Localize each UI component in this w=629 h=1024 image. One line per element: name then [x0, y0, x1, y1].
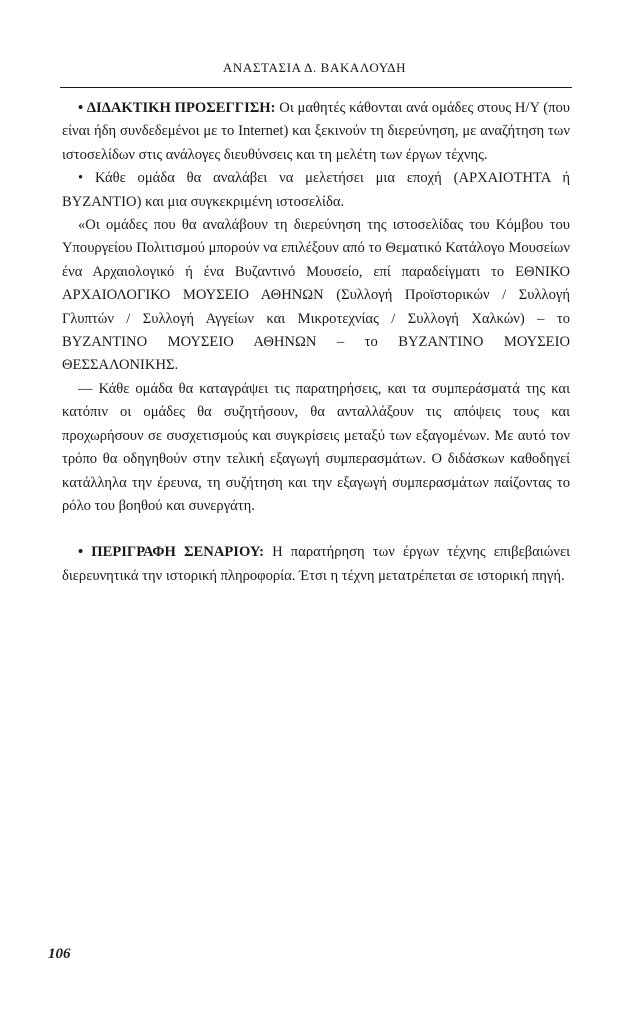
- running-header: ΑΝΑΣΤΑΣΙΑ Δ. ΒΑΚΑΛΟΥΔΗ: [222, 60, 407, 75]
- paragraph-group-assignment: • Κάθε ομάδα θα αναλάβει να μελετήσει μια εποχή (ΑΡΧΑΙΟΤΗΤΑ ή ΒΥΖΑΝΤΙΟ) και μια συγκεκριμένη ιστοσελίδα.: [62, 170, 570, 210]
- page-body: [62, 97, 570, 588]
- page-number: 106: [48, 946, 71, 962]
- scenario-description-heading: ΠΕΡΙΓΡΑΦΗ ΣΕΝΑΡΙΟΥ:: [91, 544, 265, 561]
- paragraph-didactic-approach: [62, 97, 570, 167]
- didactic-approach-heading: ΔΙΔΑΚΤΙΚΗ ΠΡΟΣΕΓΓΙΣΗ:: [86, 100, 276, 116]
- paragraph-group-discussion: — Κάθε ομάδα θα καταγράψει τις παρατηρήσεις, και τα συμπεράσματά της και κατόπιν οι ομάδες θα συζητήσουν, θα ανταλλάξουν τις απόψεις τους και προχωρήσουν σε συσχετισμούς και συγκρίσεις μεταξύ των εξαγομένων. Με αυτό τον τρόπο θα οδηγηθούν στην τελική εξαγωγή συμπερασμάτων. Ο διδάσκων καθοδηγεί κατάλληλα την έρευνα, τη συζήτηση και την εξαγωγή συμπερασμάτων παίζοντας το ρόλο του βοηθού και συνεργάτη.: [62, 380, 570, 514]
- bullet: •: [78, 544, 84, 561]
- paragraph-scenario-description: [62, 541, 570, 588]
- didactic-approach-text: Οι μαθητές κάθονται ανά ομάδες στους Η/Υ (που είναι ήδη συνδεδεμένοι με το Internet) και ξεκινούν τη διερεύνηση, με αναζήτηση των ιστοσελίδων στις ανάλογες διευθύνσεις και τη μελέτη των έργων τέχνης.: [62, 100, 570, 163]
- bullet: •: [78, 100, 84, 116]
- paragraph-quote-museums: «Οι ομάδες που θα αναλάβουν τη διερεύνηση της ιστοσελίδας του Κόμβου του Υπουργείου Πολιτισμού μπορούν να επιλέξουν από το Θεματικό Κατάλογο Μουσείων ένα Αρχαιολογικό ή ένα Βυζαντινό Μουσείο, επί παραδείγματι το ΕΘΝΙΚΟ ΑΡΧΑΙΟΛΟΓΙΚΟ ΜΟΥΣΕΙΟ ΑΘΗΝΩΝ (Συλλογή Προϊστορικών / Συλλογή Γλυπτών / Συλλογή Αγγείων και Μικροτεχνίας / Συλλογή Χαλκών) – το ΒΥΖΑΝΤΙΝΟ ΜΟΥΣΕΙΟ ΑΘΗΝΩΝ – το ΒΥΖΑΝΤΙΝΟ ΜΟΥΣΕΙΟ ΘΕΣΣΑΛΟΝΙΚΗΣ.: [62, 217, 570, 374]
- header-rule: [60, 87, 572, 88]
- scenario-description-text: Η παρατήρηση των έργων τέχνης επιβεβαιώνει διερευνητικά την ιστορική πληροφορία. Έτσι η τέχνη μετατρέπεται σε ιστορική πηγή.: [62, 544, 570, 584]
